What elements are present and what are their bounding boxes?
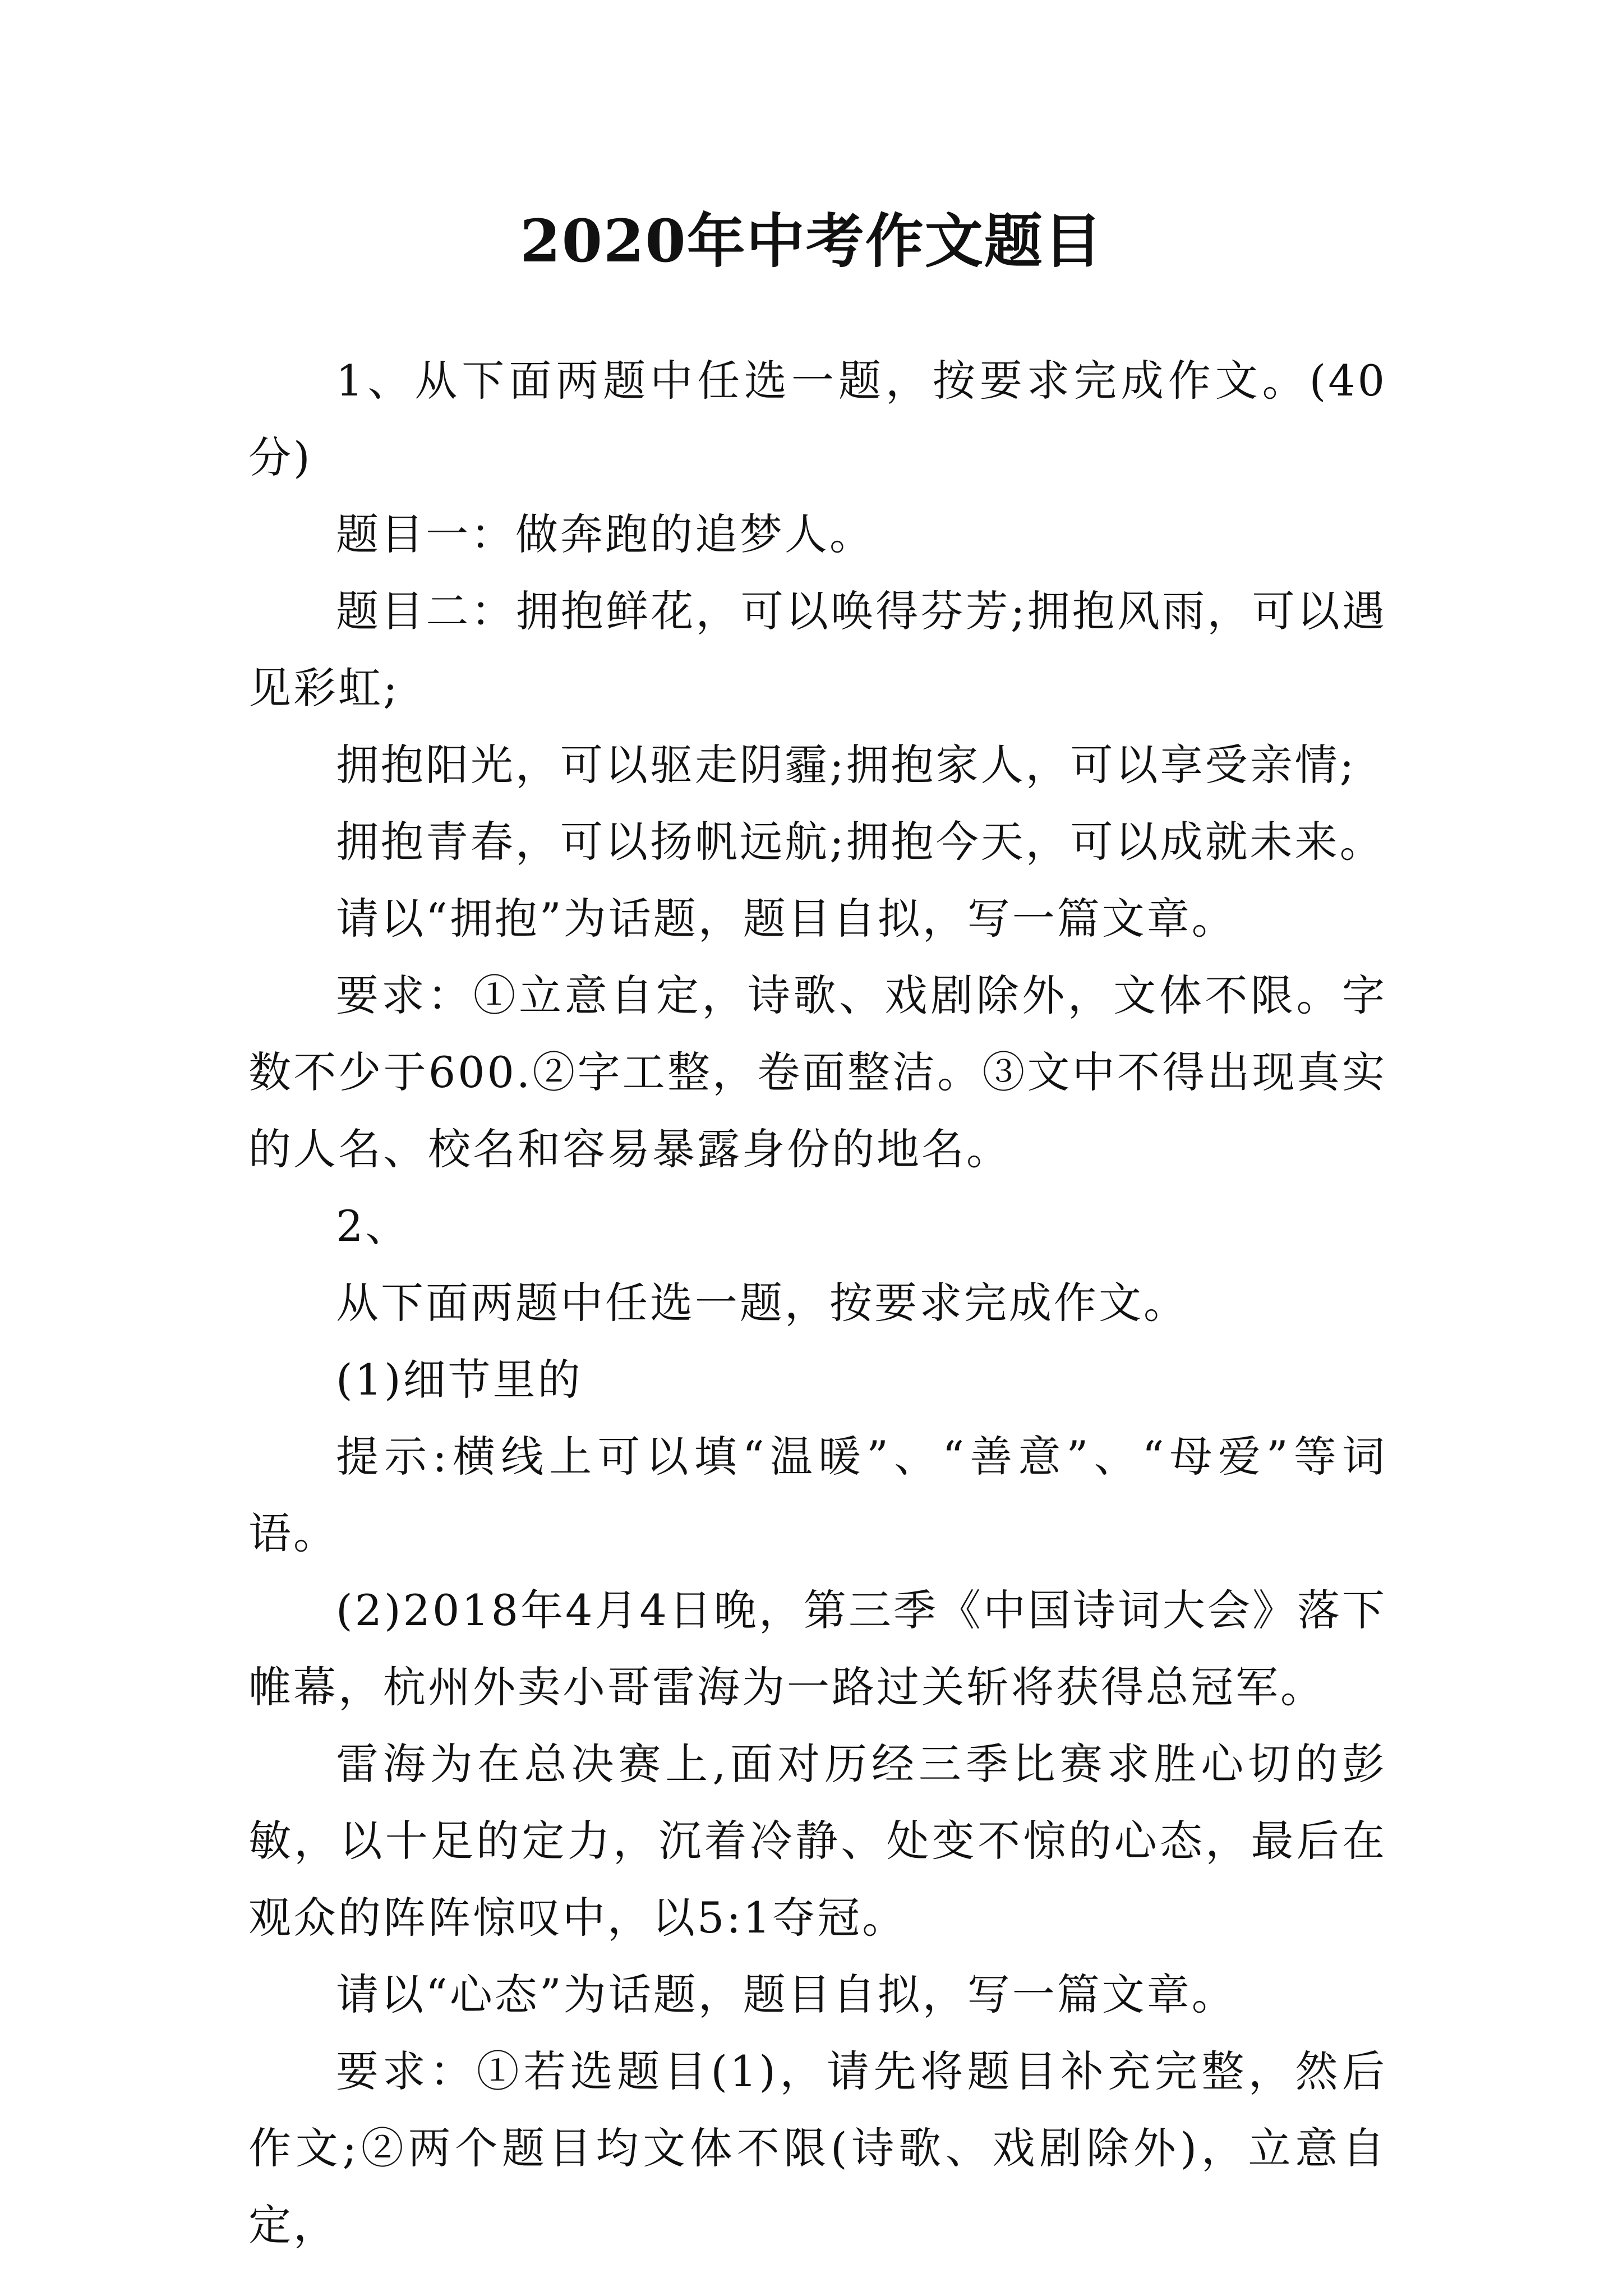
paragraph: 要求：①立意自定，诗歌、戏剧除外，文体不限。字数不少于600.②字工整，卷面整洁。③文中不得出现真实的人名、校名和容易暴露身份的地名。 — [248, 970, 1387, 1174]
document-body — [248, 342, 1387, 2263]
paragraph: 拥抱青春，可以扬帆远航;拥抱今天，可以成就未来。 — [336, 817, 1385, 867]
paragraph: 雷海为在总决赛上,面对历经三季比赛求胜心切的彭敏，以十足的定力，沉着冷静、处变不惊的心态，最后在观众的阵阵惊叹中，以5:1夺冠。 — [248, 1739, 1387, 1943]
paragraph: 请以“心态”为话题，题目自拟，写一篇文章。 — [336, 1970, 1237, 2019]
paragraph: (2)2018年4月4日晚，第三季《中国诗词大会》落下帷幕，杭州外卖小哥雷海为一路过关斩将获得总冠军。 — [248, 1585, 1387, 1712]
paragraph: 拥抱阳光，可以驱走阴霾;拥抱家人，可以享受亲情; — [336, 740, 1357, 790]
document-title: 2020年中考作文题目 — [520, 206, 1103, 275]
paragraph: 从下面两题中任选一题，按要求完成作文。 — [336, 1278, 1188, 1328]
paragraph: 提示:横线上可以填“温暖”、“善意”、“母爱”等词语。 — [248, 1432, 1387, 1558]
paragraph: (1)细节里的 — [336, 1355, 583, 1405]
paragraph: 1、从下面两题中任选一题，按要求完成作文。(40分) — [248, 356, 1387, 482]
paragraph: 题目二：拥抱鲜花，可以唤得芬芳;拥抱风雨，可以遇见彩虹; — [248, 586, 1387, 713]
paragraph: 题目一：做奔跑的追梦人。 — [336, 509, 874, 559]
paragraph: 2、 — [336, 1201, 411, 1251]
paragraph: 请以“拥抱”为话题，题目自拟，写一篇文章。 — [336, 894, 1237, 944]
paragraph: 要求：①若选题目(1)，请先将题目补充完整，然后作文;②两个题目均文体不限(诗歌、戏剧除外)，立意自定， — [248, 2046, 1387, 2250]
